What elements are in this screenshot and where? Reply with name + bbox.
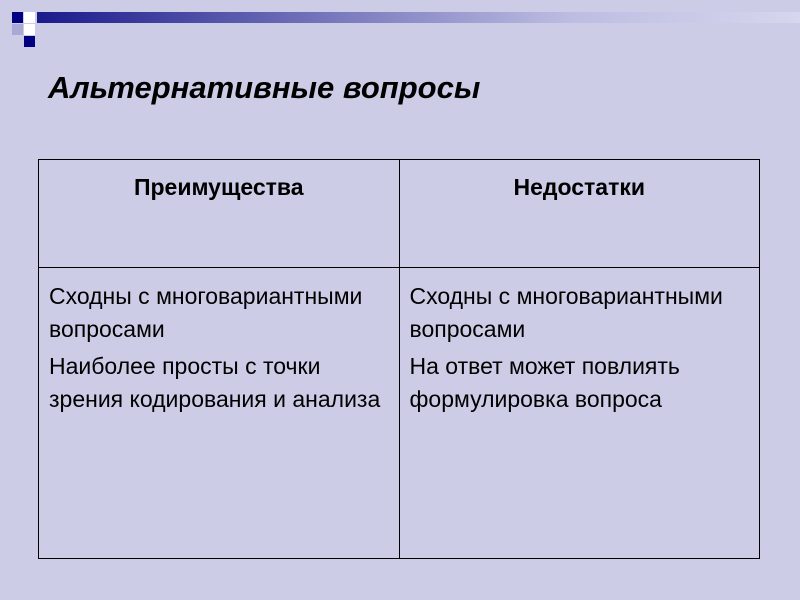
disadvantages-cell (399, 268, 760, 559)
table-header-row (39, 160, 760, 268)
advantages-cell (39, 268, 400, 559)
disadvantage-item: На ответ может повлиять формулировка вопроса (409, 353, 680, 412)
advantage-item: Сходны с многовариантными вопросами (49, 283, 363, 342)
decor-gradient-bar (37, 12, 800, 23)
comparison-table (38, 159, 760, 559)
advantage-item: Наиболее просты с точки зрения кодирования и анализа (49, 353, 381, 412)
header-advantages: Преимущества (39, 160, 400, 268)
decor-square-2 (24, 12, 35, 23)
decor-square-1 (12, 12, 23, 23)
slide-title: Альтернативные вопросы (48, 70, 481, 105)
header-disadvantages: Недостатки (399, 160, 760, 268)
decor-square-4 (24, 24, 35, 35)
decor-square-5 (24, 36, 35, 47)
table-row (39, 268, 760, 559)
disadvantage-item: Сходны с многовариантными вопросами (409, 283, 723, 342)
decor-square-3 (12, 24, 23, 35)
